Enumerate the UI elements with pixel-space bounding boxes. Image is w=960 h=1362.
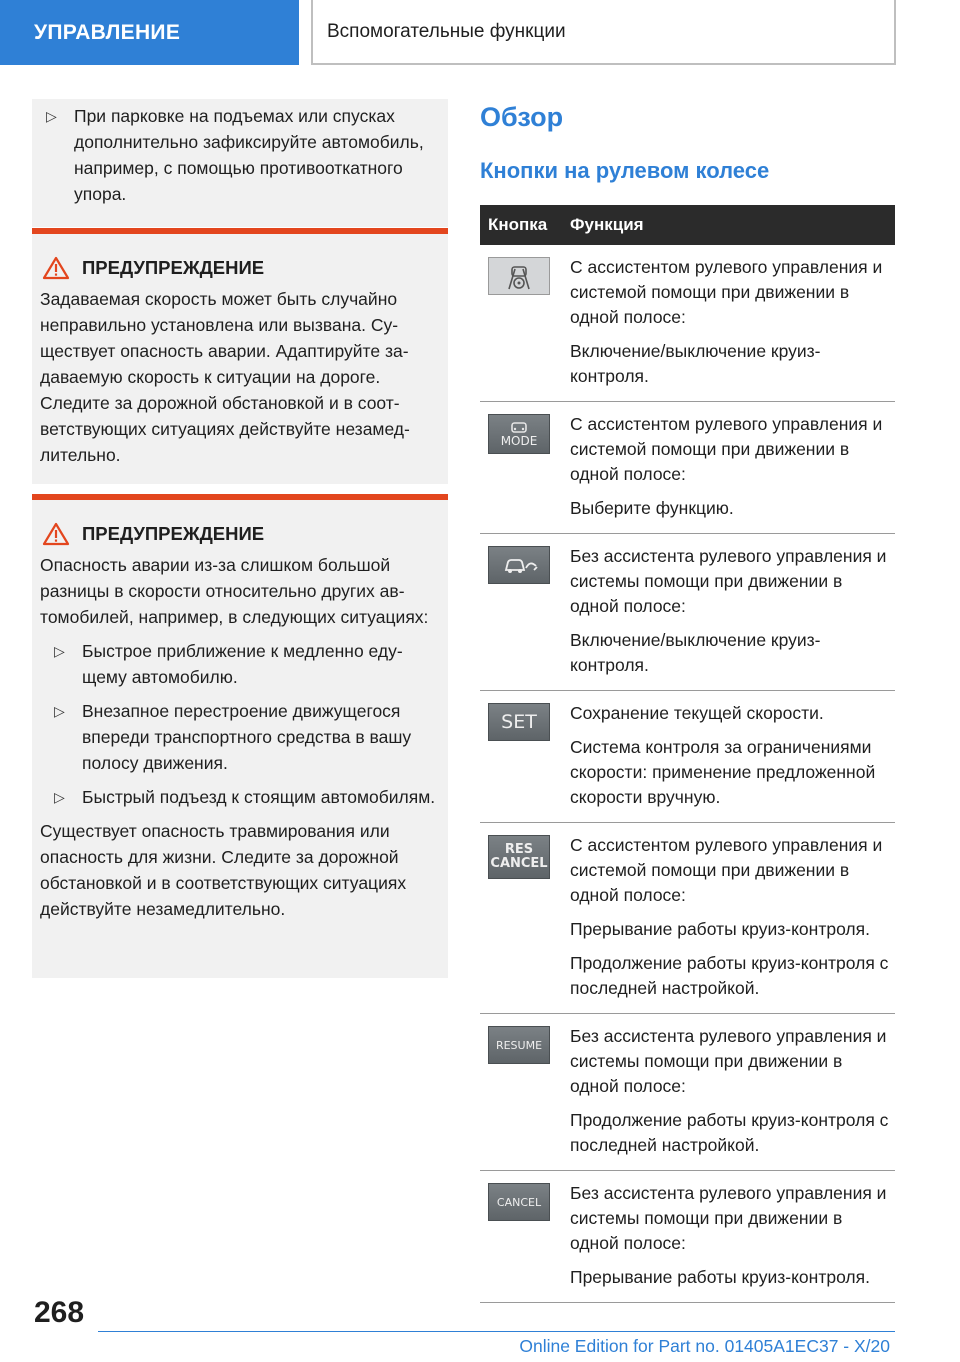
function-text: С ассистентом рулевого управления и системой помощи при движении в одной полосе: xyxy=(570,414,883,484)
table-row xyxy=(480,1171,895,1303)
function-text: Включение/выключение круиз-контроля. xyxy=(570,630,821,675)
function-text: Без ассистента рулевого управления и системы помощи при движении в одной полосе: xyxy=(570,1183,887,1253)
bullet-triangle-icon: ▷ xyxy=(54,643,65,659)
warning-box-2 xyxy=(32,494,448,978)
function-text: Без ассистента рулевого управления и системы помощи при движении в одной полосе: xyxy=(570,1026,887,1096)
function-text: Выберите функцию. xyxy=(570,498,734,518)
function-text: Включение/выключение круиз-контроля. xyxy=(570,341,821,386)
warning-intro: Опасность аварии из-за слишком большой разницы в скорости относительно других автомобилей, например, в следующих ситуациях: xyxy=(40,555,429,627)
section-heading: Обзор xyxy=(480,102,564,132)
cruise-control-toggle-icon xyxy=(488,546,550,584)
bullet-triangle-icon: ▷ xyxy=(54,703,65,719)
bullet-triangle-icon: ▷ xyxy=(46,108,57,124)
warning-title: ПРЕДУПРЕЖДЕНИЕ xyxy=(40,256,440,280)
warning-bullet: ▷ Быстрый подъезд к стоящим автомобилям. xyxy=(40,784,440,810)
parking-bullet: ▷ При парковке на подъемах или спусках дополнительно зафиксируйте автомобиль, например, с помощью противооткатного упора. xyxy=(32,103,440,207)
warning-text: Задаваемая скорость может быть случайно неправильно установлена или вызвана. Существует опасность аварии. Адаптируйте задаваемую скорость к ситуации на дороге. Следите за дорожной обстановкой и в соответствующих ситуациях действуйте незамедлительно. xyxy=(40,289,410,465)
footer-divider xyxy=(98,1331,895,1332)
warning-triangle-icon xyxy=(42,256,70,280)
steering-assist-toggle-icon xyxy=(488,257,550,295)
res-cancel-button-icon: RES CANCEL xyxy=(488,835,550,879)
function-text: Продолжение работы круиз-контроля с последней настройкой. xyxy=(570,953,889,998)
function-text: Без ассистента рулевого управления и системы помощи при движении в одной полосе: xyxy=(570,546,887,616)
subsection-heading: Кнопки на рулевом колесе xyxy=(480,158,770,183)
bullet-triangle-icon: ▷ xyxy=(54,789,65,805)
edition-footer: Online Edition for Part no. 01405A1EC37 - X/20 xyxy=(519,1336,890,1356)
column-header-button: Кнопка xyxy=(488,215,548,234)
buttons-table xyxy=(480,205,895,1303)
column-header-function: Функция xyxy=(570,215,644,234)
table-row xyxy=(480,691,895,823)
section-title: УПРАВЛЕНИЕ xyxy=(34,20,181,44)
set-button-icon: SET xyxy=(488,703,550,741)
table-row xyxy=(480,1014,895,1171)
resume-button-icon: RESUME xyxy=(488,1026,550,1064)
function-text: Прерывание работы круиз-контроля. xyxy=(570,1267,870,1287)
warning-outro: Существует опасность травмирования или опасность для жизни. Следите за дорожной обстановкой и в соответствующих ситуациях действуйте незамедлительно. xyxy=(40,821,407,919)
page-number: 268 xyxy=(34,1296,85,1329)
mode-button-icon: MODE xyxy=(488,414,550,454)
table-row xyxy=(480,534,895,691)
function-text: Продолжение работы круиз-контроля с последней настройкой. xyxy=(570,1110,889,1155)
chapter-header xyxy=(311,0,896,65)
function-text: Сохранение текущей скорости. xyxy=(570,703,824,723)
chapter-title: Вспомогательные функции xyxy=(327,20,566,42)
warning-triangle-icon xyxy=(42,522,70,546)
warning-bullet: ▷ Внезапное перестроение движущегося впереди транспортного средства в вашу полосу движения. xyxy=(40,698,440,776)
function-text: Система контроля за ограничениями скорости: применение предложенной скорости вручную. xyxy=(570,737,876,807)
table-row xyxy=(480,402,895,534)
warning-box-1 xyxy=(32,228,448,484)
warning-title: ПРЕДУПРЕЖДЕНИЕ xyxy=(40,522,440,546)
table-header xyxy=(480,205,895,245)
warning-bullet: ▷ Быстрое приближение к медленно едущему автомобилю. xyxy=(40,638,440,690)
section-header xyxy=(0,0,299,65)
cancel-button-icon: CANCEL xyxy=(488,1183,550,1221)
function-text: С ассистентом рулевого управления и системой помощи при движении в одной полосе: xyxy=(570,835,883,905)
parking-note-box xyxy=(32,99,448,227)
table-row xyxy=(480,245,895,402)
table-row xyxy=(480,823,895,1014)
function-text: Прерывание работы круиз-контроля. xyxy=(570,919,870,939)
function-text: С ассистентом рулевого управления и системой помощи при движении в одной полосе: xyxy=(570,257,883,327)
